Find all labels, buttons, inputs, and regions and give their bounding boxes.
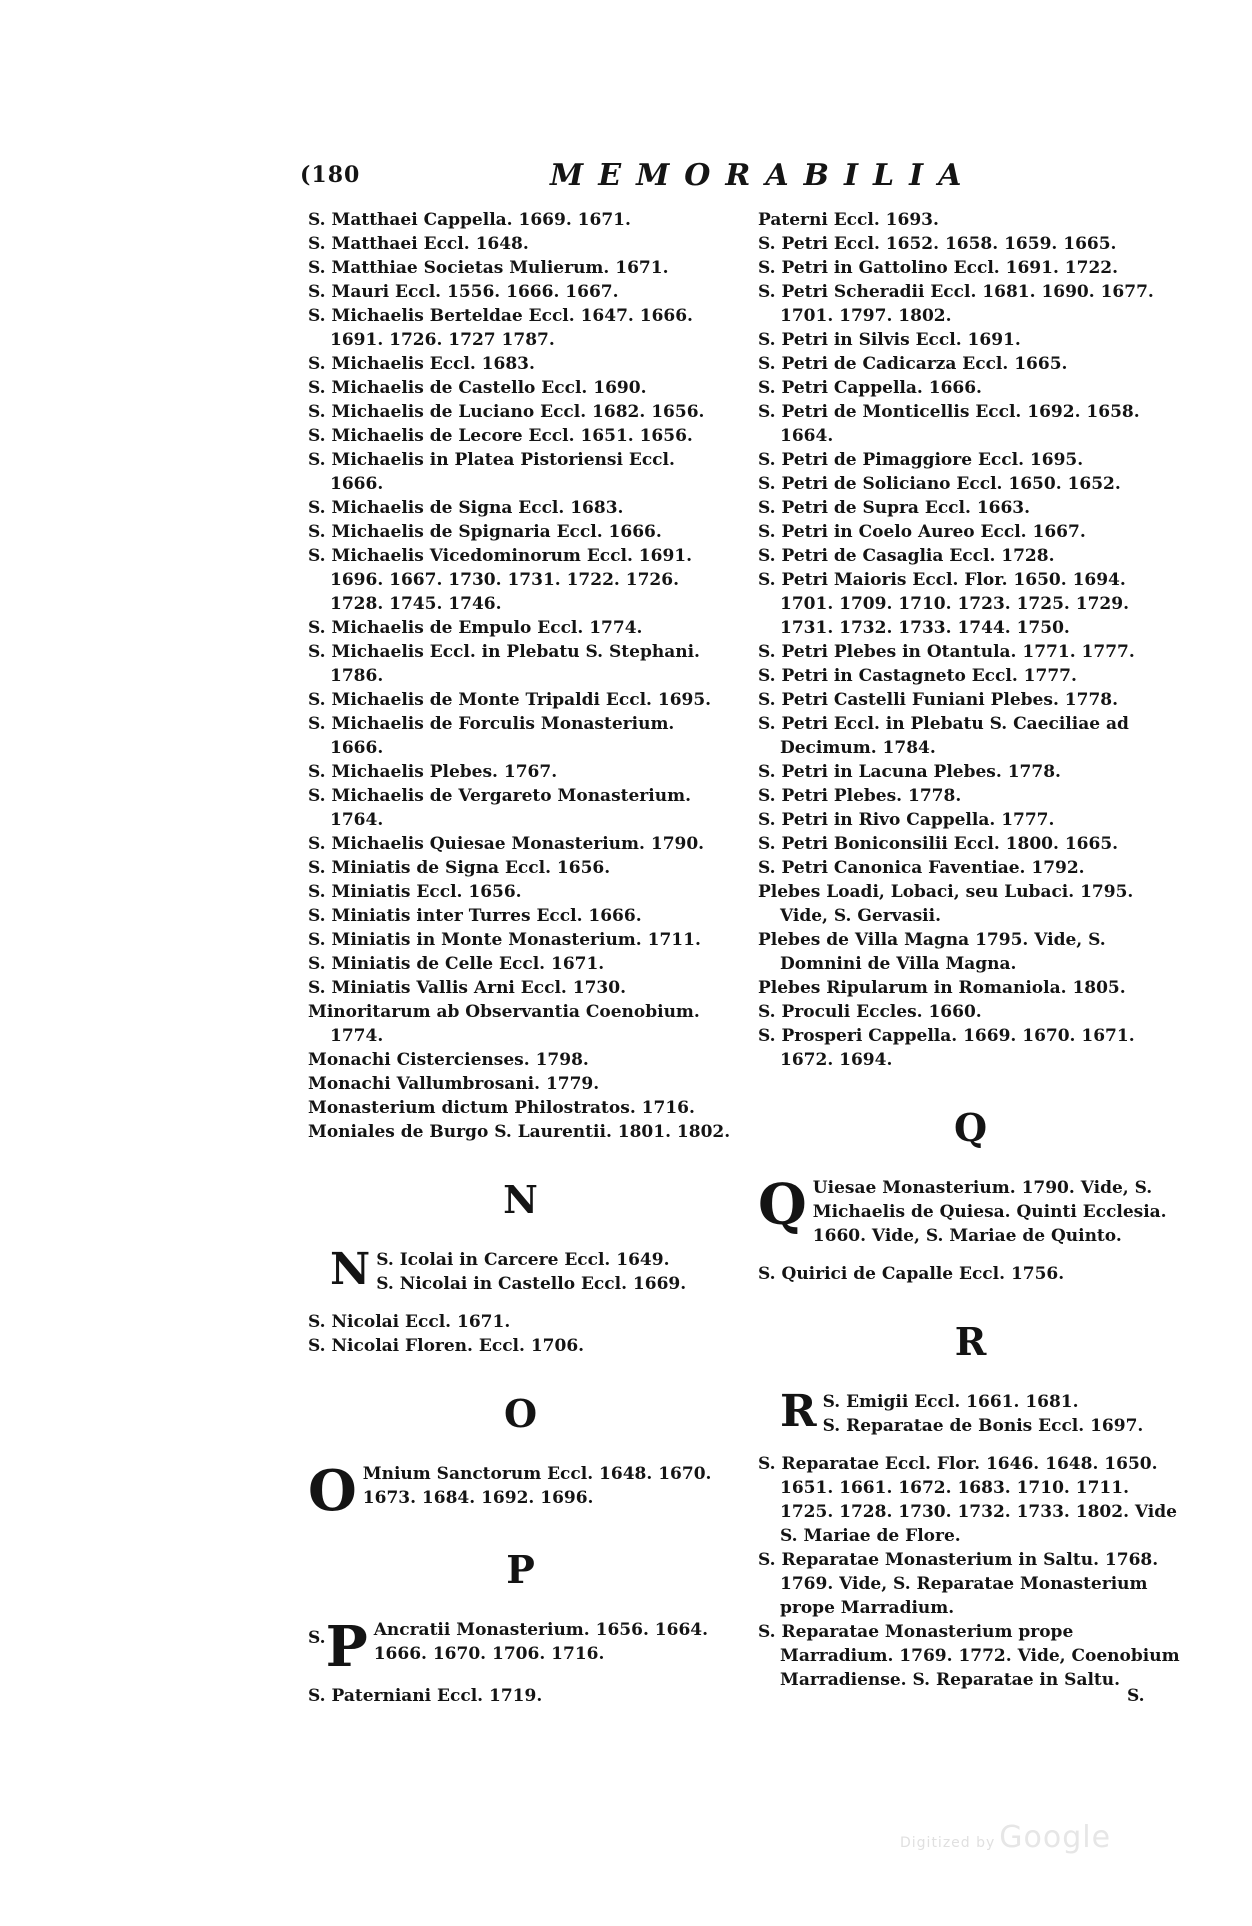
index-entry: S. Reparatae Monasterium prope Marradium. 1769. 1772. Vide, Coenobium Marradiense. S. Reparatae in Saltu. (758, 1622, 1180, 1690)
page-header (300, 158, 1020, 194)
page-number: (180 (300, 162, 361, 188)
index-entry: S. Miniatis de Signa Eccl. 1656. (308, 858, 611, 878)
index-entry: Monasterium dictum Philostratos. 1716. (308, 1098, 695, 1118)
index-entry: S. Petri in Lacuna Plebes. 1778. (758, 762, 1061, 782)
index-entry: Ancratii Monasterium. 1656. 1664. 1666. 1670. 1706. 1716. (373, 1620, 709, 1664)
index-entry: Uiesae Monasterium. 1790. Vide, S. Michaelis de Quiesa. Quinti Ecclesia. 1660. Vide, S. Mariae de Quinto. (812, 1178, 1167, 1246)
index-entry: S. Petri in Gattolino Eccl. 1691. 1722. (758, 258, 1119, 278)
section-heading-q: Q (953, 1105, 988, 1150)
right-entries-top (758, 208, 1183, 1072)
index-entry: S. Petri Eccl. in Plebatu S. Caeciliae ad Decimum. 1784. (758, 714, 1129, 758)
index-entry: S. Michaelis in Platea Pistoriensi Eccl. 1666. (308, 450, 675, 494)
index-entry: S. Matthaei Cappella. 1669. 1671. (308, 210, 631, 230)
running-title: MEMORABILIA (550, 158, 977, 193)
index-entry: S. Michaelis de Monte Tripaldi Eccl. 1695. (308, 690, 712, 710)
index-entry: S. Mauri Eccl. 1556. 1666. 1667. (308, 282, 619, 302)
index-entry: S. Petri Eccl. 1652. 1658. 1659. 1665. (758, 234, 1117, 254)
index-entry: S. Miniatis inter Turres Eccl. 1666. (308, 906, 642, 926)
drop-cap-q: Q (758, 1172, 807, 1238)
index-entry: S. Michaelis de Luciano Eccl. 1682. 1656. (308, 402, 705, 422)
index-entry: S. Nicolai Eccl. 1671. (308, 1312, 511, 1332)
index-entry: S. Miniatis de Celle Eccl. 1671. (308, 954, 605, 974)
index-entry: S. Michaelis Eccl. in Plebatu S. Stephani. 1786. (308, 642, 700, 686)
index-entry: S. Petri in Silvis Eccl. 1691. (758, 330, 1021, 350)
index-entry: S. Petri de Casaglia Eccl. 1728. (758, 546, 1055, 566)
index-entry: S. Petri Boniconsilii Eccl. 1800. 1665. (758, 834, 1119, 854)
index-entry: S. Petri de Monticellis Eccl. 1692. 1658. 1664. (758, 402, 1140, 446)
index-entry: S. Petri Plebes in Otantula. 1771. 1777. (758, 642, 1135, 662)
index-entry: S. Michaelis Plebes. 1767. (308, 762, 558, 782)
index-entry: S. Petri Canonica Faventiae. 1792. (758, 858, 1085, 878)
index-entry: S. Michaelis Berteldae Eccl. 1647. 1666. 1691. 1726. 1727 1787. (308, 306, 693, 350)
index-entry: S. Michaelis Vicedominorum Eccl. 1691. 1696. 1667. 1730. 1731. 1722. 1726. 1728. 1745. 1746. (308, 546, 693, 614)
digitized-watermark (900, 1820, 1111, 1855)
index-entry: S. Miniatis in Monte Monasterium. 1711. (308, 930, 701, 950)
right-column (758, 208, 1183, 1692)
section-o-block (308, 1458, 733, 1524)
watermark-prefix: Digitized by (900, 1835, 996, 1851)
index-entry: Plebes Ripularum in Romaniola. 1805. (758, 978, 1126, 998)
index-entry: S. Emigii Eccl. 1661. 1681. (822, 1392, 1079, 1412)
drop-cap-p: P (325, 1614, 368, 1680)
index-entry: S. Petri de Supra Eccl. 1663. (758, 498, 1031, 518)
index-entry: S. Reparatae de Bonis Eccl. 1697. (822, 1416, 1144, 1436)
drop-cap-n: N (330, 1244, 371, 1295)
index-entry: S. Michaelis de Empulo Eccl. 1774. (308, 618, 643, 638)
index-entry: S. Matthaei Eccl. 1648. (308, 234, 529, 254)
entry-prefix: S. (308, 1628, 326, 1648)
index-entry: S. Paterniani Eccl. 1719. (308, 1686, 543, 1706)
index-entry: S. Nicolai in Castello Eccl. 1669. (376, 1274, 687, 1294)
left-entries-top (308, 208, 733, 1144)
index-entry: S. Michaelis de Lecore Eccl. 1651. 1656. (308, 426, 693, 446)
index-entry: S. Michaelis de Forculis Monasterium. 1666. (308, 714, 675, 758)
index-entry: S. Petri in Coelo Aureo Eccl. 1667. (758, 522, 1086, 542)
index-entry: S. Michaelis Eccl. 1683. (308, 354, 535, 374)
index-entry: S. Icolai in Carcere Eccl. 1649. (376, 1250, 670, 1270)
index-entry: Mnium Sanctorum Eccl. 1648. 1670. 1673. 1684. 1692. 1696. (362, 1464, 712, 1508)
index-entry: Plebes Loadi, Lobaci, seu Lubaci. 1795. Vide, S. Gervasii. (758, 882, 1134, 926)
index-entry: S. Michaelis de Vergareto Monasterium. 1764. (308, 786, 691, 830)
index-entry: S. Nicolai Floren. Eccl. 1706. (308, 1336, 585, 1356)
section-p-block (308, 1614, 733, 1680)
index-entry: S. Petri Maioris Eccl. Flor. 1650. 1694. 1701. 1709. 1710. 1723. 1725. 1729. 1731. 1732. 1733. 1744. 1750. (758, 570, 1129, 638)
index-entry: S. Prosperi Cappella. 1669. 1670. 1671. 1672. 1694. (758, 1026, 1135, 1070)
section-heading-n: N (503, 1177, 538, 1222)
index-entry: Paterni Eccl. 1693. (758, 210, 939, 230)
left-column (308, 208, 733, 1708)
index-entry: S. Reparatae Eccl. Flor. 1646. 1648. 1650. 1651. 1661. 1672. 1683. 1710. 1711. 1725. 1728. 1730. 1732. 1733. 1802. Vide S. Mariae de Flore. (758, 1454, 1177, 1546)
section-q-block (758, 1172, 1183, 1248)
catchword: S. (1127, 1686, 1145, 1706)
section-heading-o: O (503, 1391, 538, 1436)
index-entry: Monachi Vallumbrosani. 1779. (308, 1074, 600, 1094)
index-entry: S. Miniatis Vallis Arni Eccl. 1730. (308, 978, 626, 998)
index-entry: S. Reparatae Monasterium in Saltu. 1768. 1769. Vide, S. Reparatae Monasterium prope Marradium. (758, 1550, 1159, 1618)
section-r-block (758, 1386, 1183, 1438)
index-entry: S. Petri in Castagneto Eccl. 1777. (758, 666, 1077, 686)
index-entry: S. Michaelis Quiesae Monasterium. 1790. (308, 834, 705, 854)
drop-cap-o: O (308, 1458, 357, 1524)
index-entry: S. Petri de Cadicarza Eccl. 1665. (758, 354, 1068, 374)
index-entry: S. Michaelis de Castello Eccl. 1690. (308, 378, 647, 398)
index-entry: Moniales de Burgo S. Laurentii. 1801. 1802. (308, 1122, 731, 1142)
index-entry: S. Proculi Eccles. 1660. (758, 1002, 982, 1022)
index-entry: S. Miniatis Eccl. 1656. (308, 882, 522, 902)
section-heading-p: P (506, 1547, 535, 1592)
index-entry: S. Petri Castelli Funiani Plebes. 1778. (758, 690, 1119, 710)
index-entry: S. Petri Scheradii Eccl. 1681. 1690. 1677. 1701. 1797. 1802. (758, 282, 1154, 326)
index-entry: S. Petri de Soliciano Eccl. 1650. 1652. (758, 474, 1121, 494)
index-entry: Monachi Cistercienses. 1798. (308, 1050, 589, 1070)
section-n-block (308, 1244, 733, 1296)
section-heading-r: R (954, 1319, 987, 1364)
index-entry: S. Matthiae Societas Mulierum. 1671. (308, 258, 669, 278)
index-entry: Minoritarum ab Observantia Coenobium. 1774. (308, 1002, 700, 1046)
index-entry: S. Petri Cappella. 1666. (758, 378, 982, 398)
index-entry: S. Petri de Pimaggiore Eccl. 1695. (758, 450, 1084, 470)
index-entry: S. Petri Plebes. 1778. (758, 786, 962, 806)
index-entry: S. Quirici de Capalle Eccl. 1756. (758, 1264, 1065, 1284)
index-entry: S. Michaelis de Signa Eccl. 1683. (308, 498, 624, 518)
index-entry: S. Michaelis de Spignaria Eccl. 1666. (308, 522, 662, 542)
watermark-brand: Google (999, 1820, 1112, 1855)
index-entry: S. Petri in Rivo Cappella. 1777. (758, 810, 1055, 830)
drop-cap-r: R (780, 1386, 817, 1437)
index-entry: Plebes de Villa Magna 1795. Vide, S. Domnini de Villa Magna. (758, 930, 1106, 974)
